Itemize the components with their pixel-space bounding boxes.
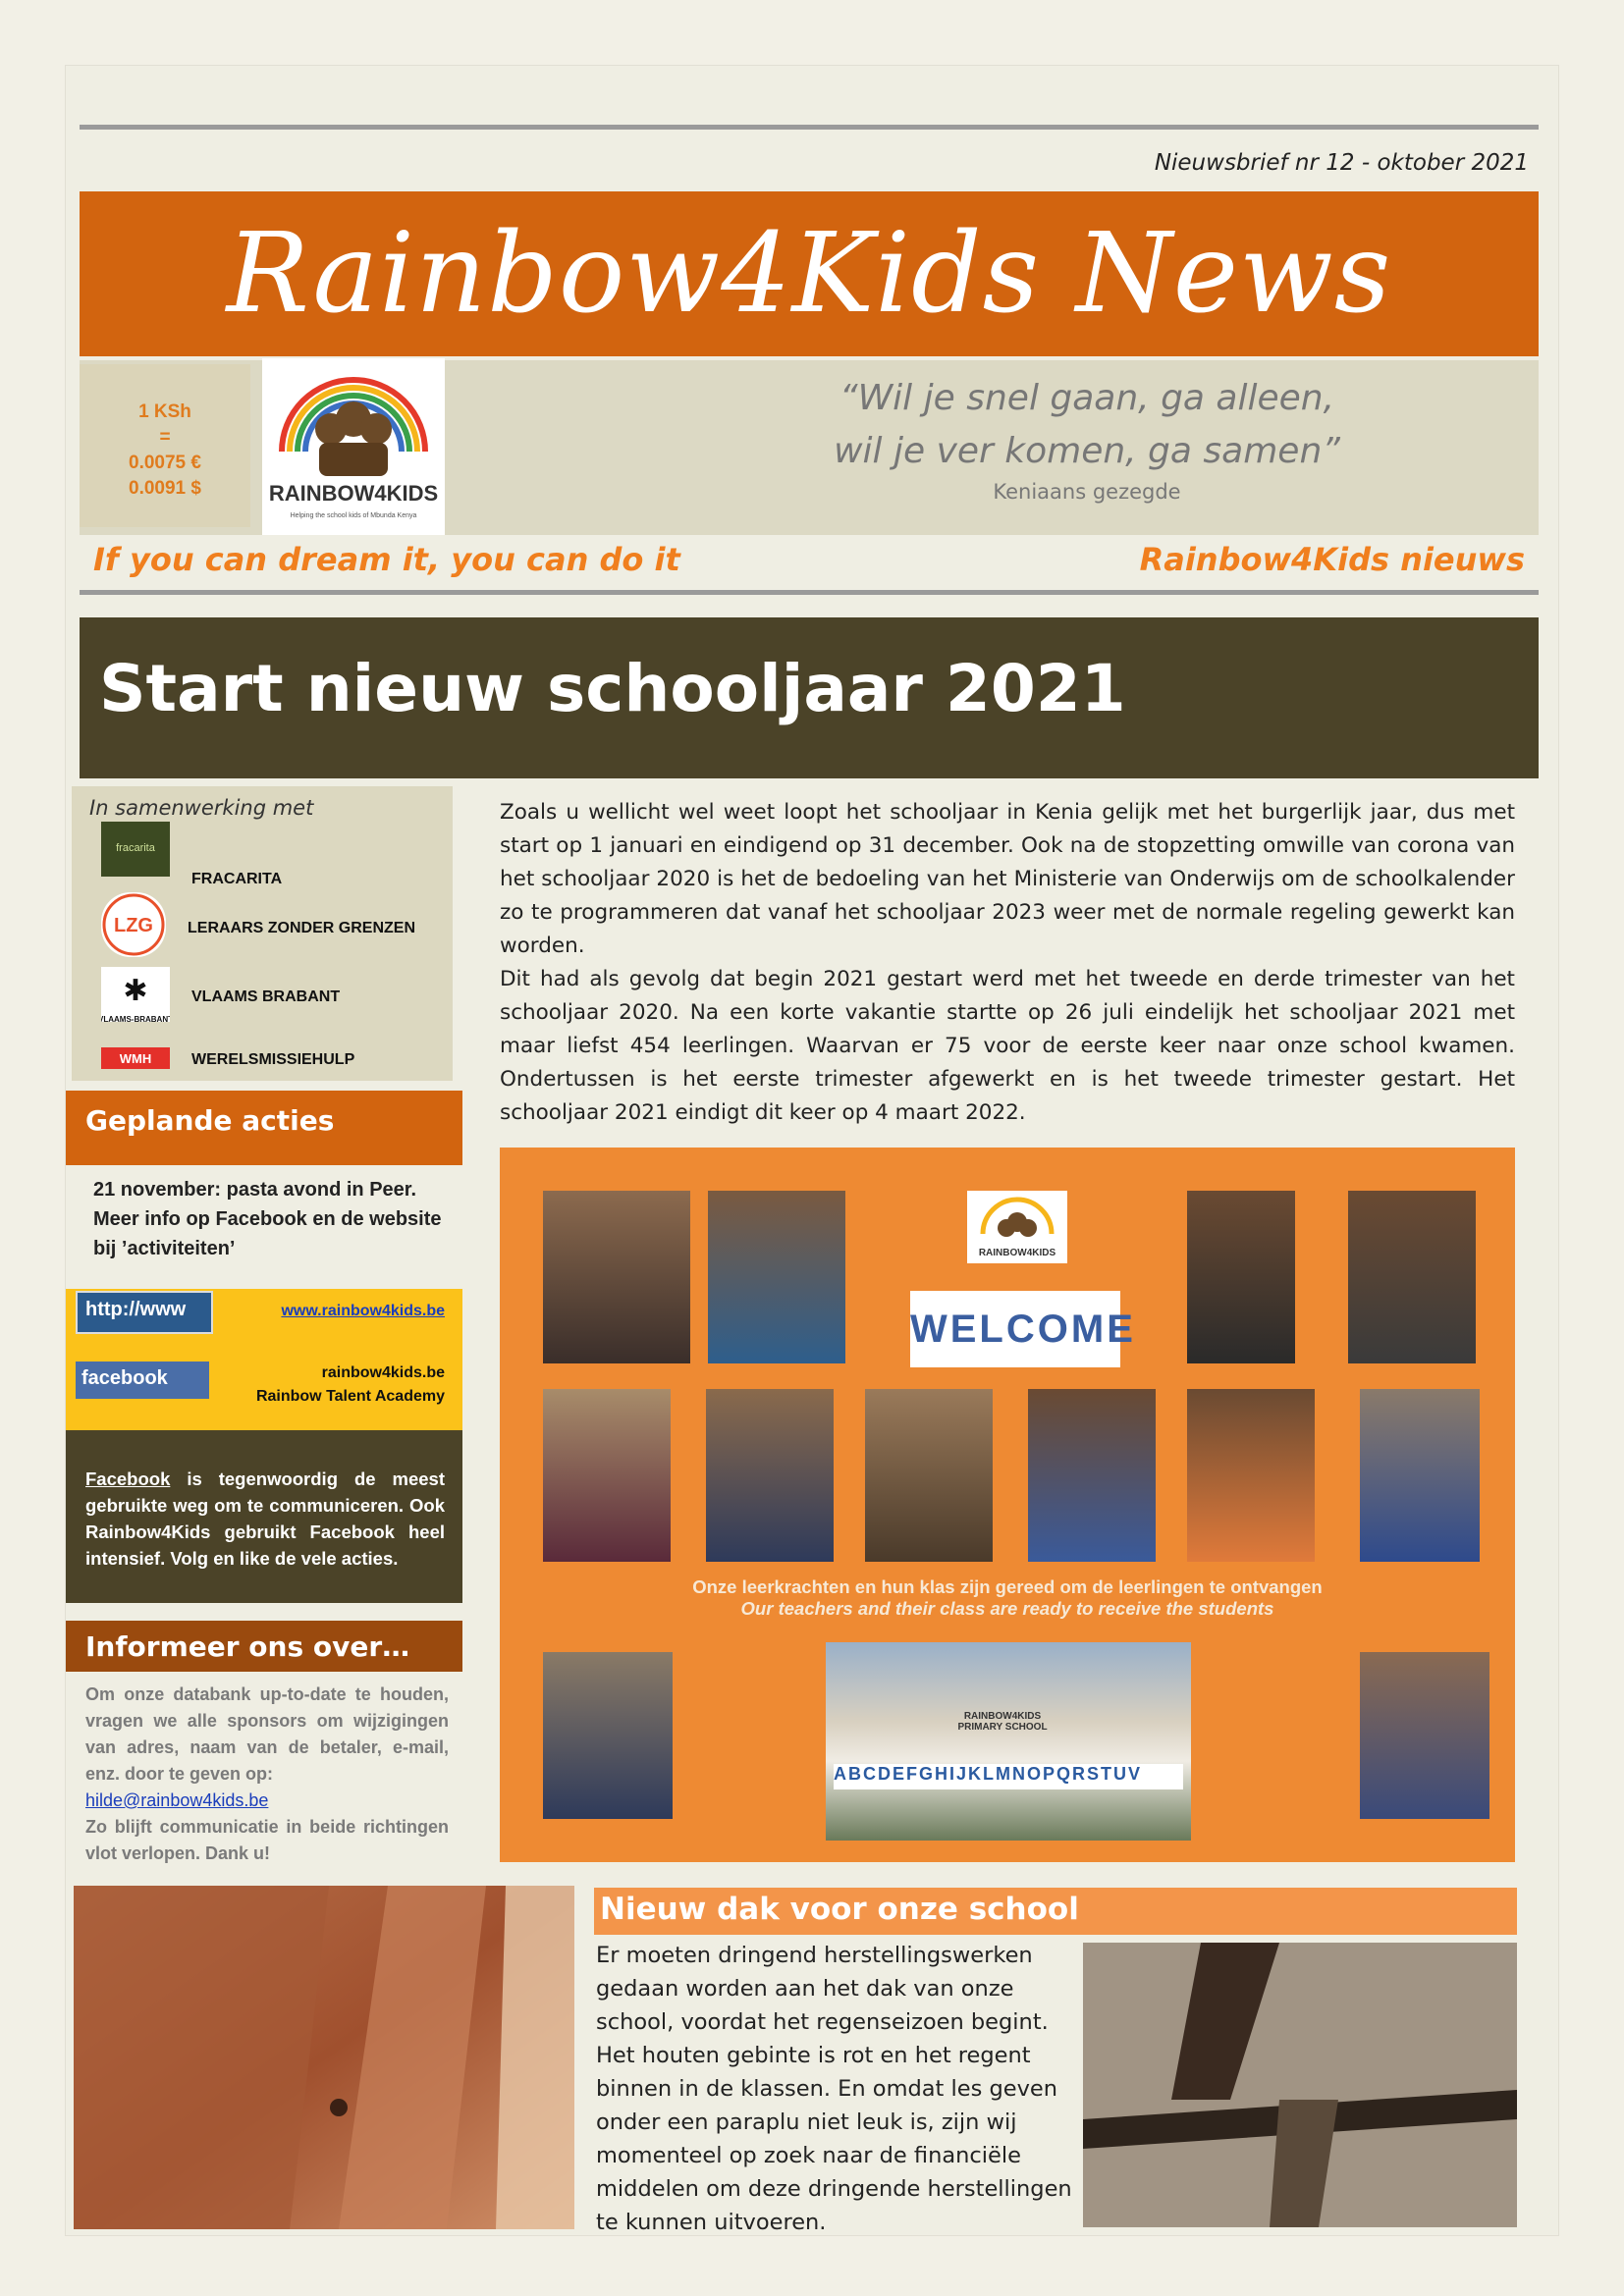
partner-name: WERELSMISSIEHULP [191, 1051, 355, 1068]
exchange-line: 1 KSh [138, 401, 191, 422]
article-headline-bar [80, 617, 1539, 778]
facebook-info-box [66, 1430, 462, 1603]
links-box [66, 1289, 462, 1430]
logo-subtext: Helping the school kids of Mbunda Kenya [290, 512, 417, 519]
lzg-logo [101, 892, 166, 957]
roof-article-text: Er moeten dringend herstellingswerken gedaan worden aan het dak van onze school, voordat het regenseizoen begint. Het houten gebinte is rot en het regent binnen in de klassen. En omdat les geven onder een paraplu niet leuk is, zijn wij momenteel op zoek naar de financiële middelen om deze dringende herstellingen te kunnen uitvoeren. [596, 1943, 1072, 2235]
svg-text:✱: ✱ [123, 974, 148, 1008]
teacher-photo [543, 1191, 690, 1363]
masthead [80, 191, 1539, 356]
teacher-photo [1360, 1389, 1480, 1562]
quote-source: Keniaans gezegde [993, 480, 1181, 504]
tagline-right: Rainbow4Kids nieuws [1139, 541, 1525, 578]
partner-name: LERAARS ZONDER GRENZEN [188, 920, 416, 936]
article-headline: Start nieuw schooljaar 2021 [99, 651, 1126, 726]
facebook-icon: facebook [76, 1362, 209, 1399]
tagline-left: If you can dream it, you can do it [93, 541, 680, 578]
exchange-line: 0.0075 € [129, 453, 201, 473]
rainbow4kids-logo [262, 358, 445, 535]
teachers-photo-collage [500, 1148, 1515, 1862]
wmh-logo [101, 1047, 170, 1069]
teacher-photo [543, 1389, 671, 1562]
svg-text:fracarita: fracarita [116, 842, 155, 854]
email-link[interactable]: hilde@rainbow4kids.be [85, 1790, 269, 1810]
planned-actions-header [66, 1091, 462, 1165]
facebook-link[interactable]: Facebook [85, 1468, 171, 1489]
facebook-page-2[interactable]: Rainbow Talent Academy [255, 1388, 445, 1405]
vlaams-brabant-logo [101, 967, 170, 1022]
exchange-rate-box [80, 364, 250, 527]
newsletter-page [65, 65, 1559, 2236]
http-icon: http://www [76, 1291, 213, 1334]
rusted-roof-photo [74, 1886, 574, 2229]
logo-text: RAINBOW4KIDS [268, 481, 439, 506]
quote-line-2: wil je ver komen, ga samen” [834, 431, 1340, 471]
facebook-page-1[interactable]: rainbow4kids.be [321, 1364, 445, 1381]
issue-number: Nieuwsbrief nr 12 - oktober 2021 [1154, 150, 1529, 176]
facebook-pages [256, 1362, 445, 1409]
article-body [500, 796, 1515, 1130]
partners-box [72, 786, 453, 1081]
partner-name: FRACARITA [191, 871, 283, 887]
teacher-photo [1348, 1191, 1476, 1363]
svg-text:RAINBOW4KIDS: RAINBOW4KIDS [978, 1248, 1056, 1258]
inform-title: Informeer ons over… [85, 1630, 410, 1663]
teacher-photo [543, 1652, 673, 1819]
partner-name: VLAAMS BRABANT [191, 988, 341, 1005]
website-link[interactable]: www.rainbow4kids.be [281, 1303, 445, 1319]
collage-caption-nl: Onze leerkrachten en hun klas zijn gereed om de leerlingen te ontvangen [692, 1576, 1323, 1597]
roof-article-header [594, 1888, 1517, 1935]
svg-text:WMH: WMH [119, 1051, 152, 1066]
teacher-photo [1360, 1652, 1489, 1819]
article-paragraph-2: Dit had als gevolg dat begin 2021 gestart werd met het tweede en derde trimester van het schooljaar 2020. Na een korte vakantie startte op 26 juli eindelijk het schooljaar 2021 met maar liefst 454 leerlingen. Waarvan er 75 voor de eerste keer naar onze school kwamen. Ondertussen is het eerste trimester afgewerkt en is het tweede trimester gestart. Het schooljaar 2021 eindigt dit keer op 4 maart 2022. [500, 967, 1515, 1125]
exchange-line: 0.0091 $ [129, 478, 201, 499]
inform-text: Om onze databank up-to-date te houden, vragen we alle sponsors om wijzigingen van adres, naam van de betaler, e-mail, enz. door te geven op: hilde@rainbow4kids.be Zo blijft communicatie in beide richtingen vlot verlopen. Dank u! [85, 1684, 449, 1863]
welcome-banner: WELCOME [910, 1291, 1120, 1367]
teacher-photo [708, 1191, 845, 1363]
masthead-title: Rainbow4Kids News [226, 210, 1392, 338]
teacher-photo [865, 1389, 993, 1562]
mid-rule [80, 590, 1539, 595]
teacher-photo [1187, 1191, 1295, 1363]
article-paragraph-1: Zoals u wellicht wel weet loopt het schooljaar in Kenia gelijk met het burgerlijk jaar, dus met start op 1 januari en eindigend op 31 december. Ook na de stopzetting omwille van corona van het schooljaar 2020 is het de bedoeling van het Ministerie van Onderwijs om de schoolkalender zo te programmeren dat vanaf het schooljaar 2023 weer met de normale regeling gewerkt kan worden. [500, 800, 1515, 958]
teacher-photo [1187, 1389, 1315, 1562]
planned-actions-title: Geplande acties [85, 1104, 335, 1137]
inform-header [66, 1621, 462, 1672]
svg-text:VLAAMS-BRABANT: VLAAMS-BRABANT [101, 1015, 170, 1024]
partners-label: In samenwerking met [89, 796, 314, 820]
exchange-line: = [159, 427, 171, 448]
rainbow4kids-logo-small [967, 1191, 1067, 1263]
top-rule [80, 125, 1539, 130]
facebook-info-text: Facebook is tegenwoordig de meest gebruikte weg om te communiceren. Ook Rainbow4Kids gebruikt Facebook heel intensief. Volg en like de vele acties. [85, 1468, 445, 1569]
roof-article-title: Nieuw dak voor onze school [600, 1892, 1079, 1927]
svg-text:LZG: LZG [114, 915, 153, 936]
damaged-roof-beam-photo [1083, 1943, 1517, 2227]
quote-block [812, 372, 1362, 504]
fracarita-logo [101, 822, 170, 877]
collage-caption-en: Our teachers and their class are ready to receive the students [740, 1598, 1274, 1619]
quote-line-1: “Wil je snel gaan, ga alleen, [839, 378, 1335, 418]
teacher-photo [706, 1389, 834, 1562]
school-building-photo: RAINBOW4KIDS PRIMARY SCHOOL ABCDEFGHIJKLMNOPQRSTUV [826, 1642, 1191, 1841]
teacher-photo [1028, 1389, 1156, 1562]
planned-actions-text: 21 november: pasta avond in Peer. Meer info op Facebook en de website bij ’activiteiten’ [93, 1179, 442, 1259]
